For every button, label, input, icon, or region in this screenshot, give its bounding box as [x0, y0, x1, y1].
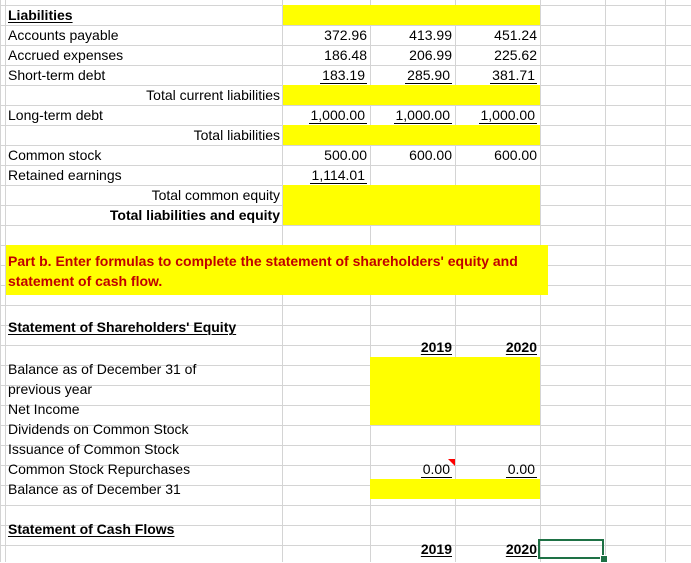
common-stock-2020[interactable]: 600.00	[494, 147, 537, 163]
column-border	[605, 0, 606, 562]
repurchases-2019: 0.00	[422, 461, 450, 477]
repurchases-label: Common Stock Repurchases	[8, 461, 191, 477]
accrued-expenses-2020[interactable]: 225.62	[494, 47, 537, 63]
short-term-debt-2018-cell[interactable]	[283, 65, 367, 85]
active-cell-selection[interactable]	[538, 539, 604, 559]
accounts-payable-2018[interactable]: 372.96	[324, 27, 367, 43]
common-stock-label: Common stock	[8, 147, 102, 163]
balance-prior-year-label: Balance as of December 31 of previous year	[8, 361, 197, 397]
short-term-debt-2019-cell[interactable]	[370, 65, 452, 85]
long-term-debt-2019: 1,000.00	[395, 107, 450, 123]
se-year-2020: 2020	[505, 339, 537, 355]
short-term-debt-2019: 285.90	[407, 67, 450, 83]
long-term-debt-2020: 1,000.00	[480, 107, 535, 123]
total-current-liabilities-label: Total current liabilities	[146, 87, 280, 103]
accrued-expenses-2019[interactable]: 206.99	[409, 47, 452, 63]
short-term-debt-2020-cell[interactable]	[455, 65, 537, 85]
input-fill	[283, 125, 540, 145]
liabilities-heading: Liabilities	[8, 7, 73, 23]
part-b-instructions: Part b. Enter formulas to complete the statement of shareholders' equity and statement of cash flow.	[8, 253, 518, 289]
input-fill	[283, 185, 540, 225]
repurchases-2020-cell[interactable]	[455, 459, 537, 479]
total-liabilities-equity-label: Total liabilities and equity	[109, 207, 280, 223]
se-year-2019: 2019	[420, 339, 452, 355]
retained-earnings-label: Retained earnings	[8, 167, 122, 183]
retained-earnings-2018: 1,114.01	[311, 167, 365, 183]
long-term-debt-2018: 1,000.00	[310, 107, 365, 123]
accounts-payable-2020[interactable]: 451.24	[494, 27, 537, 43]
net-income-label: Net Income	[8, 401, 80, 417]
short-term-debt-2020: 381.71	[492, 67, 535, 83]
input-fill	[283, 85, 540, 105]
accounts-payable-2019[interactable]: 413.99	[409, 27, 452, 43]
short-term-debt-label: Short-term debt	[8, 67, 106, 83]
dividends-label: Dividends on Common Stock	[8, 421, 189, 437]
input-fill	[283, 5, 540, 25]
input-fill	[370, 479, 540, 499]
shareholders-equity-title: Statement of Shareholders' Equity	[8, 319, 237, 335]
short-term-debt-2018: 183.19	[322, 67, 365, 83]
input-fill	[370, 357, 540, 425]
repurchases-2019-cell[interactable]	[370, 459, 452, 479]
common-stock-2019[interactable]: 600.00	[409, 147, 452, 163]
cash-flows-title: Statement of Cash Flows	[8, 521, 175, 537]
accrued-expenses-2018[interactable]: 186.48	[324, 47, 367, 63]
total-common-equity-label: Total common equity	[151, 187, 280, 203]
cf-year-2019: 2019	[420, 541, 452, 557]
long-term-debt-2019-cell[interactable]	[370, 105, 452, 125]
repurchases-2020: 0.00	[507, 461, 535, 477]
issuance-label: Issuance of Common Stock	[8, 441, 180, 457]
balance-end-label: Balance as of December 31	[8, 481, 181, 497]
accounts-payable-label: Accounts payable	[8, 27, 119, 43]
comment-indicator-icon[interactable]	[448, 459, 455, 466]
column-border	[665, 0, 666, 562]
common-stock-2018[interactable]: 500.00	[324, 147, 367, 163]
total-liabilities-label: Total liabilities	[193, 127, 280, 143]
retained-earnings-2018-cell[interactable]	[283, 165, 367, 185]
long-term-debt-2018-cell[interactable]	[283, 105, 367, 125]
long-term-debt-2020-cell[interactable]	[455, 105, 537, 125]
accrued-expenses-label: Accrued expenses	[8, 47, 124, 63]
cf-year-2020: 2020	[505, 541, 537, 557]
long-term-debt-label: Long-term debt	[8, 107, 103, 123]
